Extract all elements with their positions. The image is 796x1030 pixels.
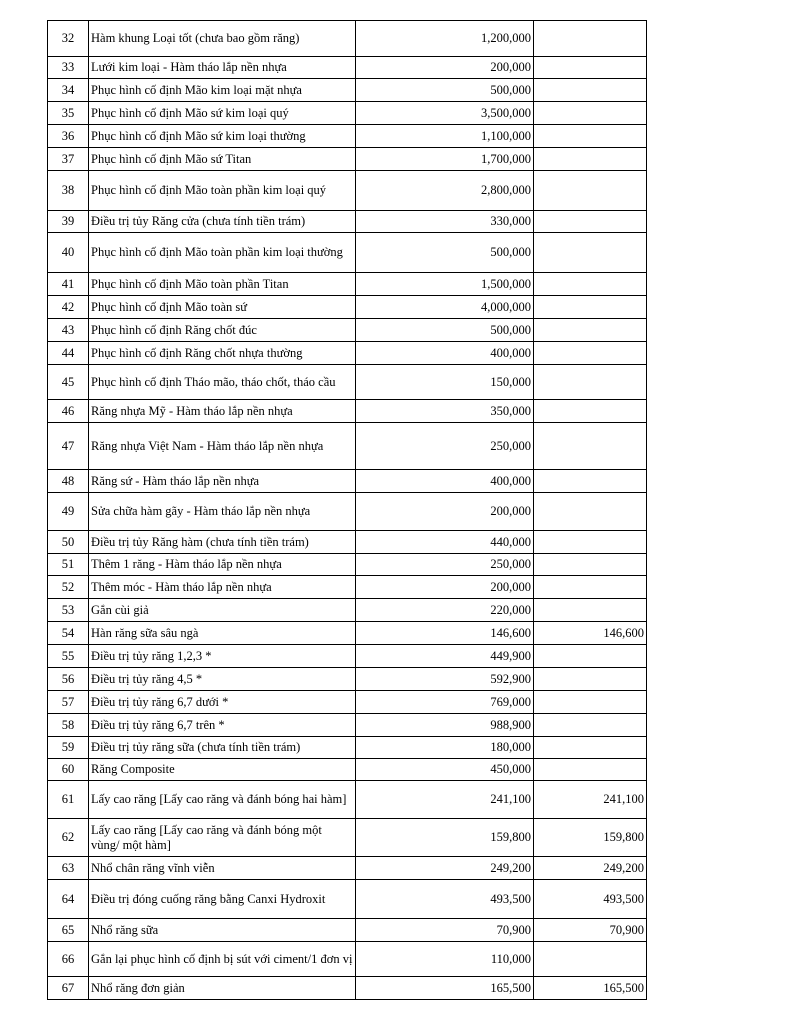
row-number: 51 bbox=[48, 554, 89, 576]
table-row bbox=[48, 171, 647, 211]
row-number: 47 bbox=[48, 423, 89, 470]
insurance-price bbox=[534, 599, 647, 622]
table-row bbox=[48, 668, 647, 691]
insurance-price bbox=[534, 79, 647, 102]
service-price: 2,800,000 bbox=[356, 171, 534, 211]
insurance-price bbox=[534, 942, 647, 977]
insurance-price bbox=[534, 470, 647, 493]
service-price: 70,900 bbox=[356, 919, 534, 942]
table-row bbox=[48, 645, 647, 668]
insurance-price bbox=[534, 576, 647, 599]
row-number: 55 bbox=[48, 645, 89, 668]
table-row bbox=[48, 148, 647, 171]
insurance-price: 165,500 bbox=[534, 977, 647, 1000]
service-name: Phục hình cố định Răng chốt nhựa thường bbox=[89, 342, 356, 365]
insurance-price bbox=[534, 400, 647, 423]
service-price: 220,000 bbox=[356, 599, 534, 622]
row-number: 54 bbox=[48, 622, 89, 645]
table-row bbox=[48, 296, 647, 319]
service-price: 500,000 bbox=[356, 233, 534, 273]
service-price: 988,900 bbox=[356, 714, 534, 737]
table-row bbox=[48, 79, 647, 102]
row-number: 37 bbox=[48, 148, 89, 171]
service-price: 450,000 bbox=[356, 759, 534, 781]
price-table bbox=[47, 20, 647, 1000]
service-name: Phục hình cố định Mão sứ kim loại quý bbox=[89, 102, 356, 125]
table-row bbox=[48, 365, 647, 400]
table-row bbox=[48, 942, 647, 977]
service-name: Điều trị tủy răng 6,7 dưới * bbox=[89, 691, 356, 714]
table-row bbox=[48, 819, 647, 857]
service-name: Điều trị tủy răng sữa (chưa tính tiền trám) bbox=[89, 737, 356, 759]
table-row bbox=[48, 21, 647, 57]
row-number: 52 bbox=[48, 576, 89, 599]
service-name: Nhổ chân răng vĩnh viễn bbox=[89, 857, 356, 880]
insurance-price bbox=[534, 531, 647, 554]
row-number: 41 bbox=[48, 273, 89, 296]
service-name: Phục hình cố định Mão sứ kim loại thường bbox=[89, 125, 356, 148]
service-price: 1,200,000 bbox=[356, 21, 534, 57]
service-price: 110,000 bbox=[356, 942, 534, 977]
row-number: 60 bbox=[48, 759, 89, 781]
table-row bbox=[48, 554, 647, 576]
insurance-price bbox=[534, 737, 647, 759]
row-number: 53 bbox=[48, 599, 89, 622]
row-number: 57 bbox=[48, 691, 89, 714]
service-name: Phục hình cố định Tháo mão, tháo chốt, tháo cầu bbox=[89, 365, 356, 400]
table-row bbox=[48, 493, 647, 531]
service-price: 250,000 bbox=[356, 554, 534, 576]
row-number: 64 bbox=[48, 880, 89, 919]
row-number: 46 bbox=[48, 400, 89, 423]
row-number: 44 bbox=[48, 342, 89, 365]
insurance-price bbox=[534, 493, 647, 531]
service-name: Điều trị tủy răng 6,7 trên * bbox=[89, 714, 356, 737]
table-row bbox=[48, 400, 647, 423]
service-price: 592,900 bbox=[356, 668, 534, 691]
service-price: 500,000 bbox=[356, 319, 534, 342]
row-number: 65 bbox=[48, 919, 89, 942]
service-name: Điều trị đóng cuống răng bằng Canxi Hydroxit bbox=[89, 880, 356, 919]
insurance-price: 146,600 bbox=[534, 622, 647, 645]
service-name: Điều trị tủy răng 1,2,3 * bbox=[89, 645, 356, 668]
insurance-price: 241,100 bbox=[534, 781, 647, 819]
row-number: 45 bbox=[48, 365, 89, 400]
insurance-price bbox=[534, 554, 647, 576]
row-number: 34 bbox=[48, 79, 89, 102]
row-number: 36 bbox=[48, 125, 89, 148]
table-row bbox=[48, 781, 647, 819]
row-number: 39 bbox=[48, 211, 89, 233]
insurance-price bbox=[534, 21, 647, 57]
service-price: 400,000 bbox=[356, 470, 534, 493]
table-row bbox=[48, 977, 647, 1000]
row-number: 38 bbox=[48, 171, 89, 211]
service-name: Răng Composite bbox=[89, 759, 356, 781]
service-name: Lấy cao răng [Lấy cao răng và đánh bóng một vùng/ một hàm] bbox=[89, 819, 356, 857]
insurance-price bbox=[534, 125, 647, 148]
row-number: 50 bbox=[48, 531, 89, 554]
service-price: 1,100,000 bbox=[356, 125, 534, 148]
service-price: 350,000 bbox=[356, 400, 534, 423]
service-price: 4,000,000 bbox=[356, 296, 534, 319]
row-number: 61 bbox=[48, 781, 89, 819]
service-name: Nhổ răng sữa bbox=[89, 919, 356, 942]
table-row bbox=[48, 233, 647, 273]
row-number: 62 bbox=[48, 819, 89, 857]
insurance-price bbox=[534, 233, 647, 273]
service-name: Răng nhựa Mỹ - Hàm tháo lắp nền nhựa bbox=[89, 400, 356, 423]
insurance-price bbox=[534, 342, 647, 365]
service-name: Phục hình cố định Mão toàn phần kim loại quý bbox=[89, 171, 356, 211]
service-name: Điều trị tủy Răng hàm (chưa tính tiền trám) bbox=[89, 531, 356, 554]
price-table-page bbox=[47, 20, 647, 1000]
row-number: 58 bbox=[48, 714, 89, 737]
insurance-price bbox=[534, 691, 647, 714]
service-price: 400,000 bbox=[356, 342, 534, 365]
service-price: 493,500 bbox=[356, 880, 534, 919]
table-row bbox=[48, 576, 647, 599]
service-price: 150,000 bbox=[356, 365, 534, 400]
insurance-price: 249,200 bbox=[534, 857, 647, 880]
insurance-price bbox=[534, 759, 647, 781]
service-name: Phục hình cố định Mão toàn phần Titan bbox=[89, 273, 356, 296]
insurance-price bbox=[534, 319, 647, 342]
service-price: 241,100 bbox=[356, 781, 534, 819]
service-price: 200,000 bbox=[356, 493, 534, 531]
service-name: Răng nhựa Việt Nam - Hàm tháo lắp nền nhựa bbox=[89, 423, 356, 470]
row-number: 33 bbox=[48, 57, 89, 79]
table-row bbox=[48, 880, 647, 919]
service-price: 146,600 bbox=[356, 622, 534, 645]
service-price: 769,000 bbox=[356, 691, 534, 714]
row-number: 49 bbox=[48, 493, 89, 531]
service-name: Nhổ răng đơn giản bbox=[89, 977, 356, 1000]
table-row bbox=[48, 470, 647, 493]
row-number: 43 bbox=[48, 319, 89, 342]
service-price: 1,700,000 bbox=[356, 148, 534, 171]
table-row bbox=[48, 714, 647, 737]
insurance-price: 159,800 bbox=[534, 819, 647, 857]
table-row bbox=[48, 102, 647, 125]
service-price: 249,200 bbox=[356, 857, 534, 880]
row-number: 48 bbox=[48, 470, 89, 493]
table-row bbox=[48, 125, 647, 148]
insurance-price bbox=[534, 365, 647, 400]
insurance-price bbox=[534, 171, 647, 211]
service-price: 165,500 bbox=[356, 977, 534, 1000]
insurance-price bbox=[534, 273, 647, 296]
table-row bbox=[48, 599, 647, 622]
row-number: 66 bbox=[48, 942, 89, 977]
insurance-price bbox=[534, 423, 647, 470]
service-price: 159,800 bbox=[356, 819, 534, 857]
service-price: 3,500,000 bbox=[356, 102, 534, 125]
insurance-price bbox=[534, 714, 647, 737]
table-row bbox=[48, 691, 647, 714]
service-name: Gắn lại phục hình cố định bị sút với ciment/1 đơn vị bbox=[89, 942, 356, 977]
insurance-price bbox=[534, 102, 647, 125]
service-name: Thêm móc - Hàm tháo lắp nền nhựa bbox=[89, 576, 356, 599]
table-row bbox=[48, 737, 647, 759]
row-number: 63 bbox=[48, 857, 89, 880]
service-name: Gắn cùi giả bbox=[89, 599, 356, 622]
row-number: 32 bbox=[48, 21, 89, 57]
table-row bbox=[48, 423, 647, 470]
service-name: Lưới kim loại - Hàm tháo lắp nền nhựa bbox=[89, 57, 356, 79]
table-row bbox=[48, 759, 647, 781]
service-price: 200,000 bbox=[356, 576, 534, 599]
service-name: Thêm 1 răng - Hàm tháo lắp nền nhựa bbox=[89, 554, 356, 576]
row-number: 40 bbox=[48, 233, 89, 273]
table-row bbox=[48, 319, 647, 342]
insurance-price: 70,900 bbox=[534, 919, 647, 942]
insurance-price bbox=[534, 57, 647, 79]
service-price: 250,000 bbox=[356, 423, 534, 470]
service-name: Răng sứ - Hàm tháo lắp nền nhựa bbox=[89, 470, 356, 493]
table-row bbox=[48, 273, 647, 296]
insurance-price bbox=[534, 148, 647, 171]
service-price: 500,000 bbox=[356, 79, 534, 102]
row-number: 35 bbox=[48, 102, 89, 125]
service-price: 440,000 bbox=[356, 531, 534, 554]
table-row bbox=[48, 211, 647, 233]
service-name: Hàm khung Loại tốt (chưa bao gồm răng) bbox=[89, 21, 356, 57]
insurance-price bbox=[534, 211, 647, 233]
row-number: 56 bbox=[48, 668, 89, 691]
service-price: 330,000 bbox=[356, 211, 534, 233]
table-row bbox=[48, 531, 647, 554]
service-name: Điều trị tủy Răng cửa (chưa tính tiền trám) bbox=[89, 211, 356, 233]
row-number: 42 bbox=[48, 296, 89, 319]
service-name: Lấy cao răng [Lấy cao răng và đánh bóng hai hàm] bbox=[89, 781, 356, 819]
service-price: 1,500,000 bbox=[356, 273, 534, 296]
insurance-price: 493,500 bbox=[534, 880, 647, 919]
row-number: 67 bbox=[48, 977, 89, 1000]
table-row bbox=[48, 342, 647, 365]
service-name: Hàn răng sữa sâu ngà bbox=[89, 622, 356, 645]
table-row bbox=[48, 919, 647, 942]
service-name: Phục hình cố định Mão sứ Titan bbox=[89, 148, 356, 171]
service-price: 200,000 bbox=[356, 57, 534, 79]
price-table-body bbox=[48, 21, 647, 1000]
service-name: Sửa chữa hàm gãy - Hàm tháo lắp nền nhựa bbox=[89, 493, 356, 531]
service-price: 449,900 bbox=[356, 645, 534, 668]
service-name: Điều trị tủy răng 4,5 * bbox=[89, 668, 356, 691]
insurance-price bbox=[534, 668, 647, 691]
table-row bbox=[48, 57, 647, 79]
service-name: Phục hình cố định Răng chốt đúc bbox=[89, 319, 356, 342]
insurance-price bbox=[534, 296, 647, 319]
service-name: Phục hình cố định Mão toàn phần kim loại thường bbox=[89, 233, 356, 273]
row-number: 59 bbox=[48, 737, 89, 759]
service-name: Phục hình cố định Mão kim loại mặt nhựa bbox=[89, 79, 356, 102]
service-name: Phục hình cố định Mão toàn sứ bbox=[89, 296, 356, 319]
insurance-price bbox=[534, 645, 647, 668]
table-row bbox=[48, 622, 647, 645]
service-price: 180,000 bbox=[356, 737, 534, 759]
table-row bbox=[48, 857, 647, 880]
